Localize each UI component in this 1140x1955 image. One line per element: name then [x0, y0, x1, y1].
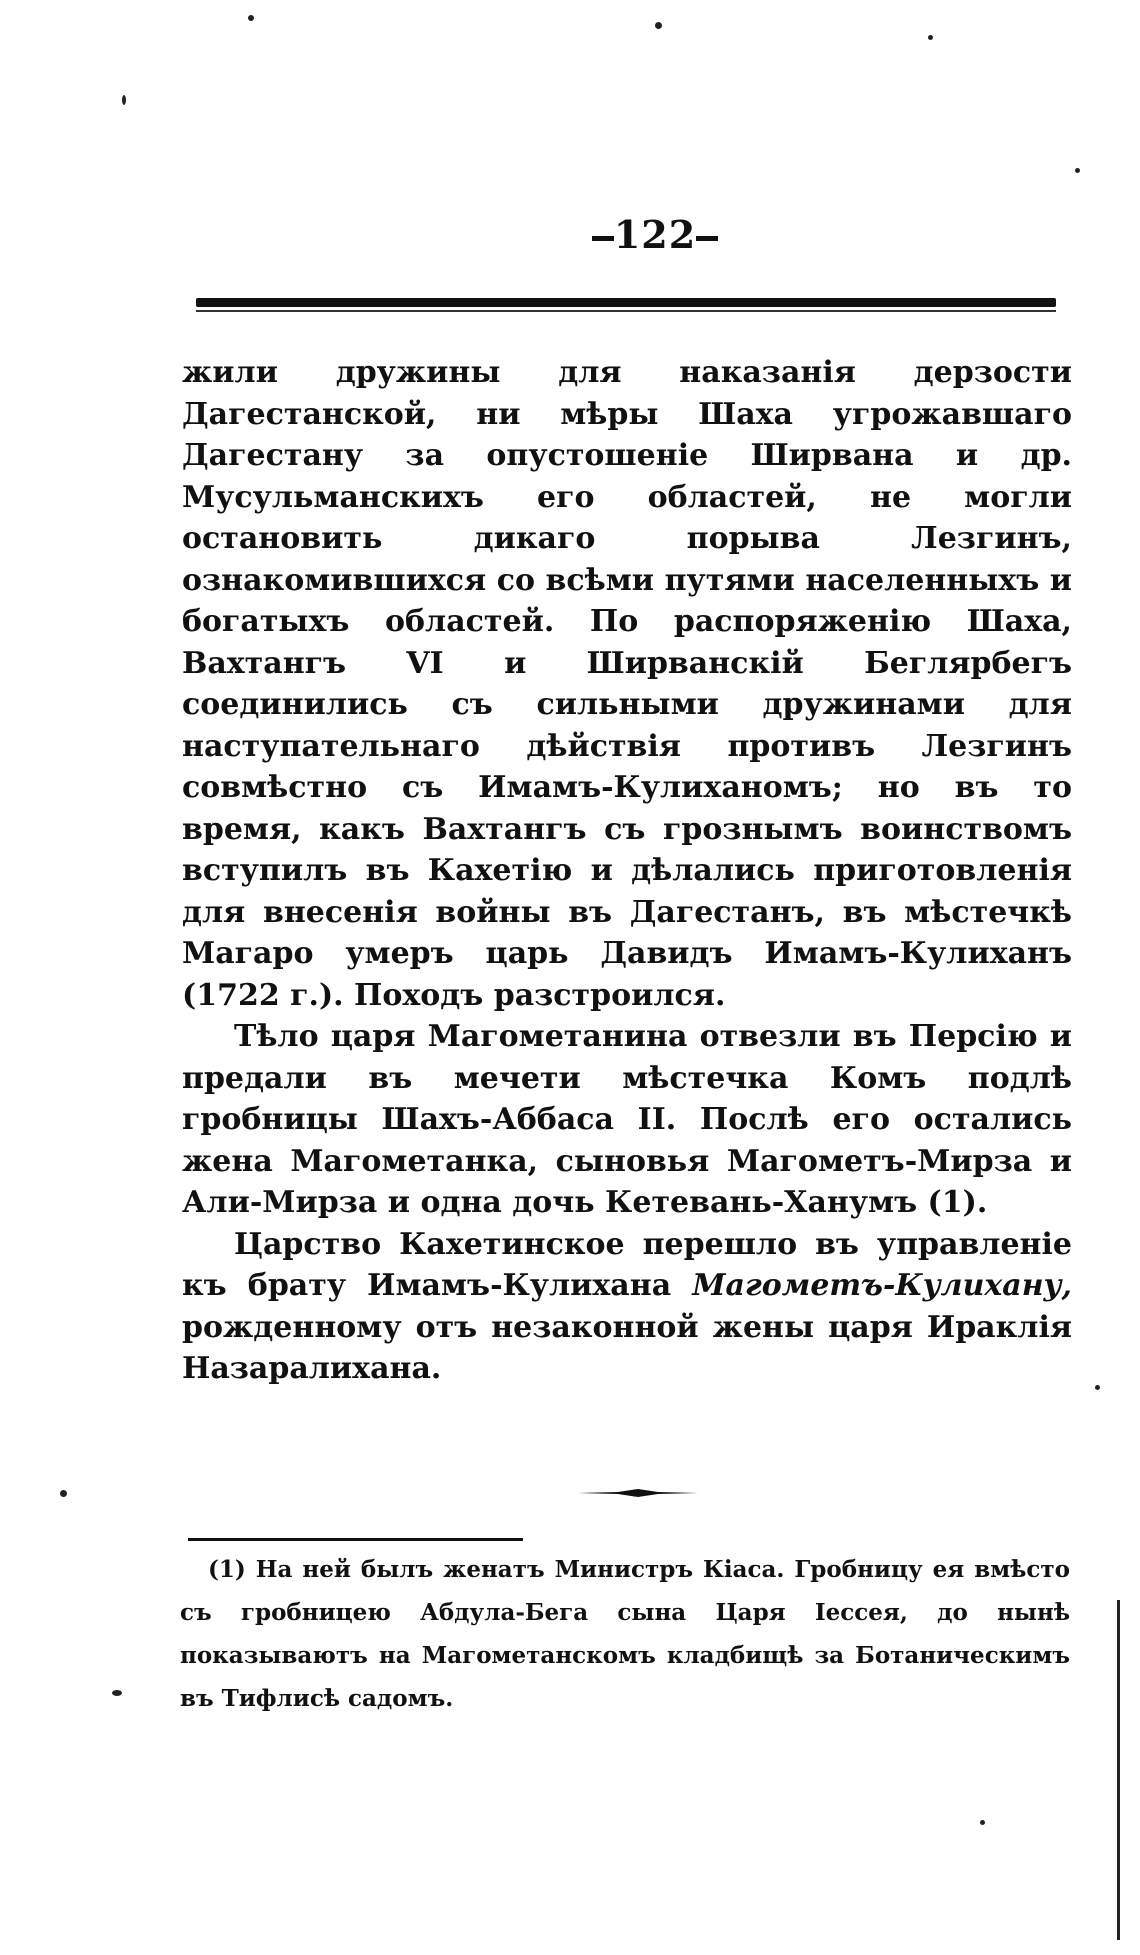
- print-speck: [112, 1690, 122, 1696]
- paragraph-3: [182, 1224, 1072, 1390]
- print-speck: [1095, 1385, 1100, 1390]
- print-speck: [655, 22, 662, 29]
- page-number-dash-left: [592, 236, 614, 241]
- header-rule: [196, 298, 1056, 307]
- print-speck: [1075, 168, 1080, 173]
- main-text: [182, 352, 1072, 1390]
- page-edge-line: [1117, 1600, 1120, 1940]
- section-ornament: [578, 1487, 698, 1499]
- paragraph-3-end: рожденному отъ незаконной жены царя Ираклія Назаралихана.: [182, 1309, 1072, 1386]
- paragraph-3-start: Царство Кахетинское перешло въ управленіе къ брату Имамъ-Кулихана: [182, 1226, 1072, 1303]
- print-speck: [60, 1490, 67, 1497]
- page-number: [590, 212, 720, 257]
- print-speck: [980, 1820, 985, 1825]
- page-number-dash-right: [696, 236, 718, 241]
- footnote: [180, 1548, 1070, 1720]
- paragraph-2: Тѣло царя Магометанина отвезли въ Персію и предали въ мечети мѣстечка Комъ подлѣ гробницы Шахъ-Аббаса II. Послѣ его остались жена Магометанка, сыновья Магометъ-Мирза и Али-Мирза и одна дочь Кетевань-Ханумъ (1).: [182, 1019, 1072, 1220]
- page-number-value: 122: [613, 212, 697, 257]
- paragraph-3-italic-name: Магометъ-Кулихану,: [692, 1268, 1072, 1303]
- footnote-rule: [188, 1538, 523, 1541]
- print-speck: [928, 35, 933, 40]
- print-speck: [122, 95, 126, 105]
- footnote-text: (1) На ней былъ женатъ Министръ Кіаса. Гробницу ея вмѣсто съ гробницею Абдула-Бега сына Царя Іессея, до нынѣ показываютъ на Магометанскомъ кладбищѣ за Ботаническимъ въ Тифлисѣ садомъ.: [180, 1556, 1070, 1712]
- paragraph-1: жили дружины для наказанія дерзости Дагестанской, ни мѣры Шаха угрожавшаго Дагестану за опустошеніе Ширвана и др. Мусульманскихъ его областей, не могли остановить дикаго порыва Лезгинъ, ознакомившихся со всѣми путями населенныхъ и богатыхъ областей. По распоряженію Шаха, Вахтангъ VI и Ширванскій Беглярбегъ соединились съ сильными дружинами для наступательнаго дѣйствія противъ Лезгинъ совмѣстно съ Имамъ-Кулиханомъ; но въ то время, какъ Вахтангъ съ грознымъ воинствомъ вступилъ въ Кахетію и дѣлались приготовленія для внесенія войны въ Дагестанъ, въ мѣстечкѣ Магаро умеръ царь Давидъ Имамъ-Кулиханъ (1722 г.). Походъ разстроился.: [182, 355, 1072, 1013]
- print-speck: [248, 15, 254, 21]
